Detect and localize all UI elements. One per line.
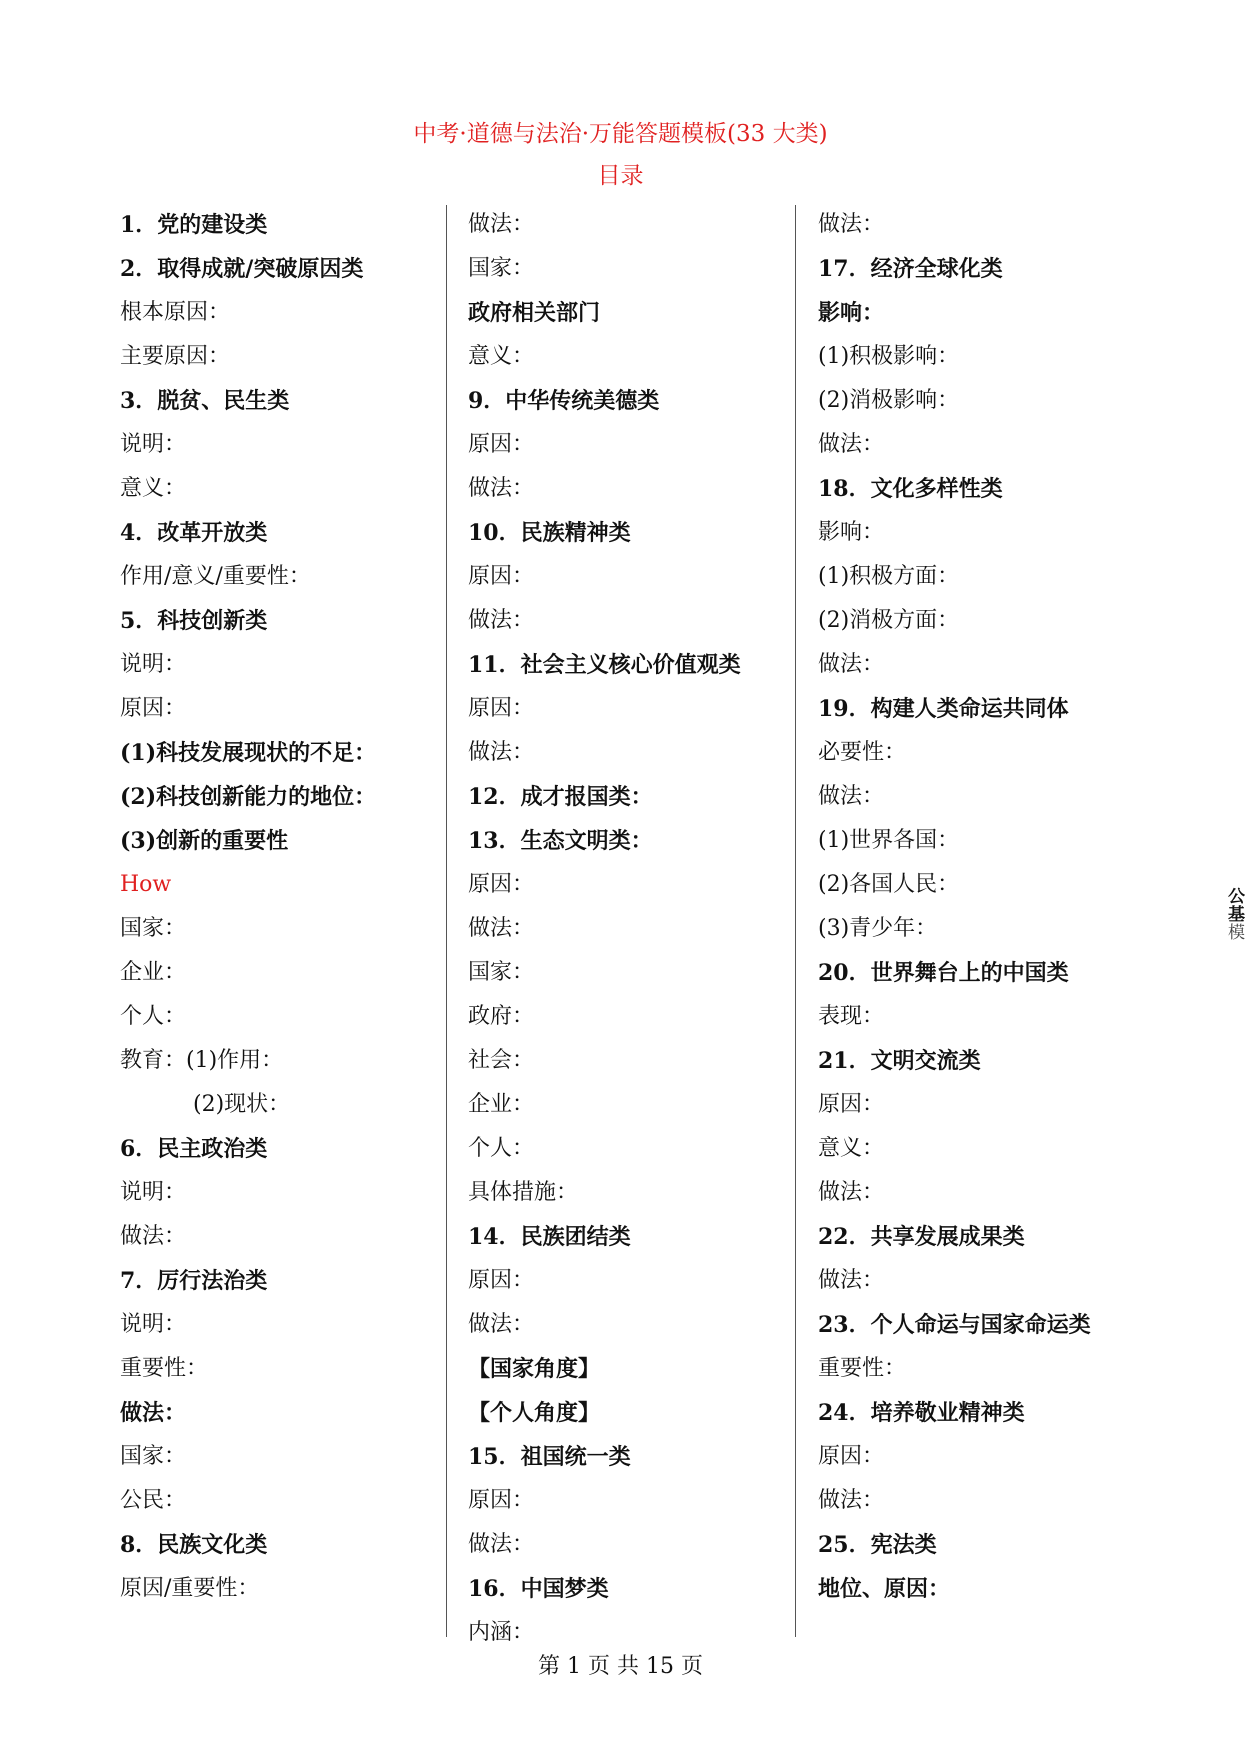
page-footer: 第 1 页 共 15 页	[538, 1654, 703, 1679]
toc-entry: (1)积极影响：	[818, 344, 960, 369]
toc-heading: 政府相关部门	[468, 300, 601, 326]
toc-heading: (1)科技发展现状的不足：	[120, 740, 377, 766]
toc-heading: 16．中国梦类	[468, 1576, 609, 1602]
toc-entry: 原因：	[468, 1268, 535, 1293]
toc-heading: 14．民族团结类	[468, 1224, 631, 1250]
toc-heading: 1．党的建设类	[120, 212, 268, 238]
toc-entry: 做法：	[468, 212, 535, 237]
side-char: 公	[1228, 887, 1245, 907]
toc-entry: 企业：	[468, 1092, 535, 1117]
toc-entry: 原因：	[818, 1092, 885, 1117]
toc-entry: 原因：	[818, 1444, 885, 1469]
toc-heading: 19．构建人类命运共同体	[818, 696, 1069, 722]
toc-entry: (2)现状：	[193, 1092, 291, 1117]
toc-heading: 8．民族文化类	[120, 1532, 268, 1558]
side-char: 基	[1228, 905, 1245, 925]
toc-heading: 4．改革开放类	[120, 520, 268, 546]
toc-entry: 做法：	[468, 608, 535, 633]
toc-entry: 作用/意义/重要性：	[120, 564, 311, 589]
toc-heading: 17．经济全球化类	[818, 256, 1003, 282]
toc-heading: 23．个人命运与国家命运类	[818, 1312, 1091, 1338]
toc-entry: 说明：	[120, 1312, 187, 1337]
toc-heading: 3．脱贫、民生类	[120, 388, 290, 414]
toc-column-2	[468, 203, 788, 1655]
toc-heading: 2．取得成就/突破原因类	[120, 256, 364, 282]
toc-heading: 地位、原因：	[818, 1576, 951, 1602]
toc-entry: 个人：	[120, 1004, 187, 1029]
toc-entry: (1)世界各国：	[818, 828, 960, 853]
toc-entry: 影响：	[818, 520, 885, 545]
toc-entry: 原因：	[468, 432, 535, 457]
toc-heading: 11．社会主义核心价值观类	[468, 652, 741, 678]
toc-entry: 做法：	[468, 740, 535, 765]
toc-entry: (2)消极方面：	[818, 608, 960, 633]
toc-entry: 原因：	[468, 696, 535, 721]
toc-heading: 5．科技创新类	[120, 608, 268, 634]
toc-heading: 7．厉行法治类	[120, 1268, 268, 1294]
toc-entry: 必要性：	[818, 740, 907, 765]
toc-entry: 意义：	[468, 344, 535, 369]
toc-entry: 意义：	[818, 1136, 885, 1161]
toc-heading: 13．生态文明类：	[468, 828, 653, 854]
toc-heading: 6．民主政治类	[120, 1136, 268, 1162]
toc-entry: 国家：	[120, 916, 187, 941]
toc-heading: 15．祖国统一类	[468, 1444, 631, 1470]
toc-entry: (2)消极影响：	[818, 388, 960, 413]
toc-heading: 12．成才报国类：	[468, 784, 653, 810]
document-title: 中考·道德与法治·万能答题模板(33 大类)	[413, 121, 828, 147]
side-char: 模	[1228, 923, 1245, 943]
toc-heading: (3)创新的重要性	[120, 828, 289, 854]
toc-entry: 意义：	[120, 476, 187, 501]
toc-entry: (3)青少年：	[818, 916, 938, 941]
toc-column-1	[120, 203, 440, 1611]
toc-entry: 原因：	[468, 1488, 535, 1513]
toc-entry: 做法：	[120, 1224, 187, 1249]
toc-entry: 政府：	[468, 1004, 535, 1029]
toc-entry: 做法：	[818, 1268, 885, 1293]
toc-entry: 原因：	[468, 872, 535, 897]
toc-entry: 教育：(1)作用：	[120, 1048, 284, 1073]
toc-heading: 10．民族精神类	[468, 520, 631, 546]
toc-entry: 国家：	[468, 256, 535, 281]
toc-entry: 说明：	[120, 652, 187, 677]
toc-entry: (1)积极方面：	[818, 564, 960, 589]
toc-entry: 做法：	[468, 476, 535, 501]
toc-entry: 原因：	[120, 696, 187, 721]
toc-entry: 企业：	[120, 960, 187, 985]
toc-entry: 做法：	[818, 212, 885, 237]
toc-heading: 9．中华传统美德类	[468, 388, 660, 414]
toc-heading: 18．文化多样性类	[818, 476, 1003, 502]
toc-entry: 原因/重要性：	[120, 1576, 260, 1601]
toc-entry: 重要性：	[120, 1356, 209, 1381]
toc-entry: 做法：	[818, 432, 885, 457]
document-subtitle: 目录	[597, 163, 644, 189]
column-divider-1	[446, 205, 447, 1637]
toc-entry: 内涵：	[468, 1620, 535, 1645]
toc-heading: 【个人角度】	[468, 1400, 601, 1426]
toc-heading: 24．培养敬业精神类	[818, 1400, 1025, 1426]
column-divider-2	[795, 205, 796, 1637]
toc-heading: 【国家角度】	[468, 1356, 601, 1382]
toc-entry: 社会：	[468, 1048, 535, 1073]
toc-entry: 根本原因：	[120, 300, 231, 325]
toc-heading: 21．文明交流类	[818, 1048, 981, 1074]
toc-entry: How	[120, 872, 172, 897]
toc-entry: 做法：	[468, 916, 535, 941]
toc-entry: 公民：	[120, 1488, 187, 1513]
toc-entry: 做法：	[818, 1180, 885, 1205]
toc-heading: (2)科技创新能力的地位：	[120, 784, 377, 810]
toc-entry: 主要原因：	[120, 344, 231, 369]
toc-entry: 具体措施：	[468, 1180, 579, 1205]
toc-entry: 做法：	[818, 784, 885, 809]
toc-entry: (2)各国人民：	[818, 872, 960, 897]
toc-heading: 22．共享发展成果类	[818, 1224, 1025, 1250]
toc-entry: 重要性：	[818, 1356, 907, 1381]
toc-entry: 原因：	[468, 564, 535, 589]
toc-entry: 说明：	[120, 1180, 187, 1205]
toc-heading: 20．世界舞台上的中国类	[818, 960, 1069, 986]
toc-entry: 做法：	[468, 1312, 535, 1337]
toc-heading: 做法：	[120, 1400, 187, 1426]
toc-entry: 做法：	[818, 652, 885, 677]
toc-entry: 说明：	[120, 432, 187, 457]
toc-entry: 国家：	[468, 960, 535, 985]
toc-entry: 国家：	[120, 1444, 187, 1469]
toc-entry: 做法：	[818, 1488, 885, 1513]
toc-heading: 影响：	[818, 300, 885, 326]
toc-column-3	[818, 203, 1148, 1611]
toc-entry: 表现：	[818, 1004, 885, 1029]
cut-off-side-text	[1228, 887, 1245, 943]
toc-entry: 个人：	[468, 1136, 535, 1161]
toc-entry: 做法：	[468, 1532, 535, 1557]
toc-heading: 25．宪法类	[818, 1532, 937, 1558]
